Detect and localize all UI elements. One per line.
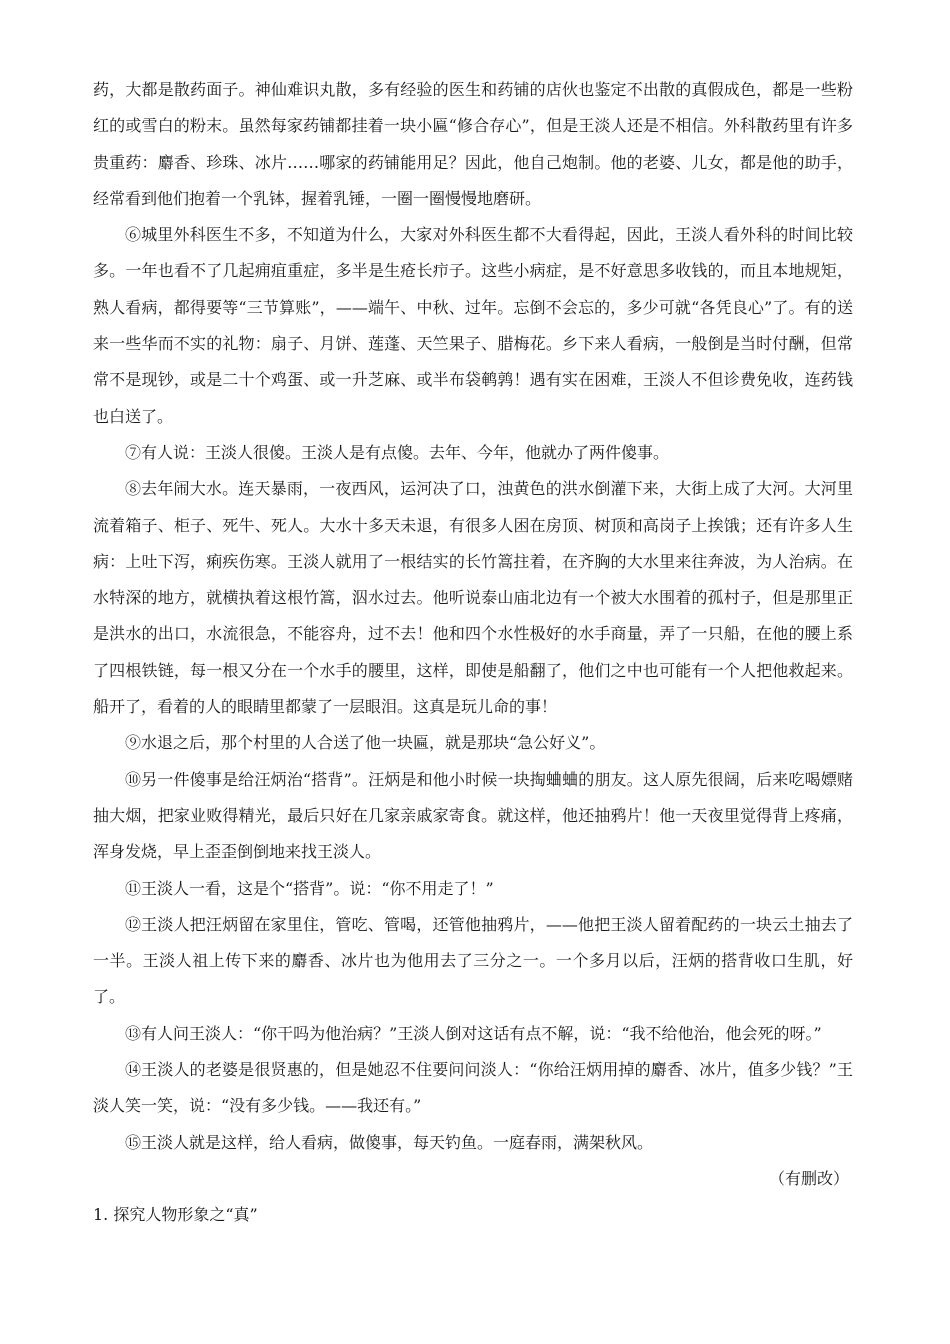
paragraph-15: ⑮王淡人就是这样，给人看病，做傻事，每天钓鱼。一庭春雨，满架秋风。 (125, 1132, 654, 1152)
paragraph-12: ⑫王淡人把汪炳留在家里住，管吃、管喝，还管他抽鸦片，——他把王淡人留着配药的一块云土抽去了一半。王淡人祖上传下来的麝香、冰片也为他用去了三分之一。一个多月以后，汪炳的搭背收口生肌，好了。 (93, 914, 853, 1007)
question-1: 1. 探究人物形象之“真” (93, 1205, 258, 1225)
paragraph-10: ⑩另一件傻事是给汪炳治“搭背”。汪炳是和他小时候一块掏蛐蛐的朋友。这人原先很阔，后来吃喝嫖赌抽大烟，把家业败得精光，最后只好在几家亲戚家寄食。就这样，他还抽鸦片！他一天夜里觉得背上疼痛，浑身发烧，早上歪歪倒倒地来找王淡人。 (93, 769, 853, 862)
paragraph-9: ⑨水退之后，那个村里的人合送了他一块匾，就是那块“急公好义”。 (125, 733, 606, 753)
paragraph-14: ⑭王淡人的老婆是很贤惠的，但是她忍不住要问问淡人：“你给汪炳用掉的麝香、冰片，值多少钱？”王淡人笑一笑，说：“没有多少钱。——我还有。” (93, 1060, 853, 1116)
paragraph-8: ⑧去年闹大水。连天暴雨，一夜西风，运河决了口，浊黄色的洪水倒灌下来，大街上成了大河。大河里流着箱子、柜子、死牛、死人。大水十多天未退，有很多人困在房顶、树顶和高岗子上挨饿；还有许多人生病：上吐下泻，痢疾伤寒。王淡人就用了一根结实的长竹篙拄着，在齐胸的大水里来往奔波，为人治病。在水特深的地方，就横执着这根竹篙，泅水过去。他听说泰山庙北边有一个被大水围着的孤村子，但是那里正是洪水的出口，水流很急，不能容舟，过不去！他和四个水性极好的水手商量，弄了一只船，在他的腰上系了四根铁链，每一根又分在一个水手的腰里，这样，即使是船翻了，他们之中也可能有一个人把他救起来。船开了，看着的人的眼睛里都蒙了一层眼泪。这真是玩儿命的事！ (93, 479, 853, 717)
paragraph-11: ⑪王淡人一看，这是个“搭背”。说：“你不用走了！” (125, 878, 494, 898)
paragraph-5-continued: 药，大都是散药面子。神仙难识丸散，多有经验的医生和药铺的店伙也鉴定不出散的真假成色，都是一些粉红的或雪白的粉末。虽然每家药铺都挂着一块小匾“修合存心”，但是王淡人还是不相信。外科散药里有许多贵重药：麝香、珍珠、冰片……哪家的药铺能用足？因此，他自己炮制。他的老婆、儿女，都是他的助手，经常看到他们抱着一个乳钵，握着乳锤，一圈一圈慢慢地磨研。 (93, 80, 853, 208)
paragraph-6: ⑥城里外科医生不多，不知道为什么，大家对外科医生都不大看得起，因此，王淡人看外科的时间比较多。一年也看不了几起痈疽重症，多半是生疮长疖子。这些小病症，是不好意思多收钱的，而且本地规矩，熟人看病，都得要等“三节算账”，——端午、中秋、过年。忘倒不会忘的，多少可就“各凭良心”了。有的送来一些华而不实的礼物：扇子、月饼、莲蓬、天竺果子、腊梅花。乡下来人看病，一般倒是当时付酬，但常常不是现钞，或是二十个鸡蛋、或一升芝麻、或半布袋鹌鹑！遇有实在困难，王淡人不但诊费免收，连药钱也白送了。 (93, 225, 853, 426)
source-note: （有删改） (768, 1168, 849, 1188)
paragraph-13: ⑬有人问王淡人：“你干吗为他治病？”王淡人倒对这话有点不解，说：“我不给他治，他会死的呀。” (125, 1023, 822, 1043)
paragraph-7: ⑦有人说：王淡人很傻。王淡人是有点傻。去年、今年，他就办了两件傻事。 (125, 442, 670, 462)
document-page (93, 72, 853, 1234)
